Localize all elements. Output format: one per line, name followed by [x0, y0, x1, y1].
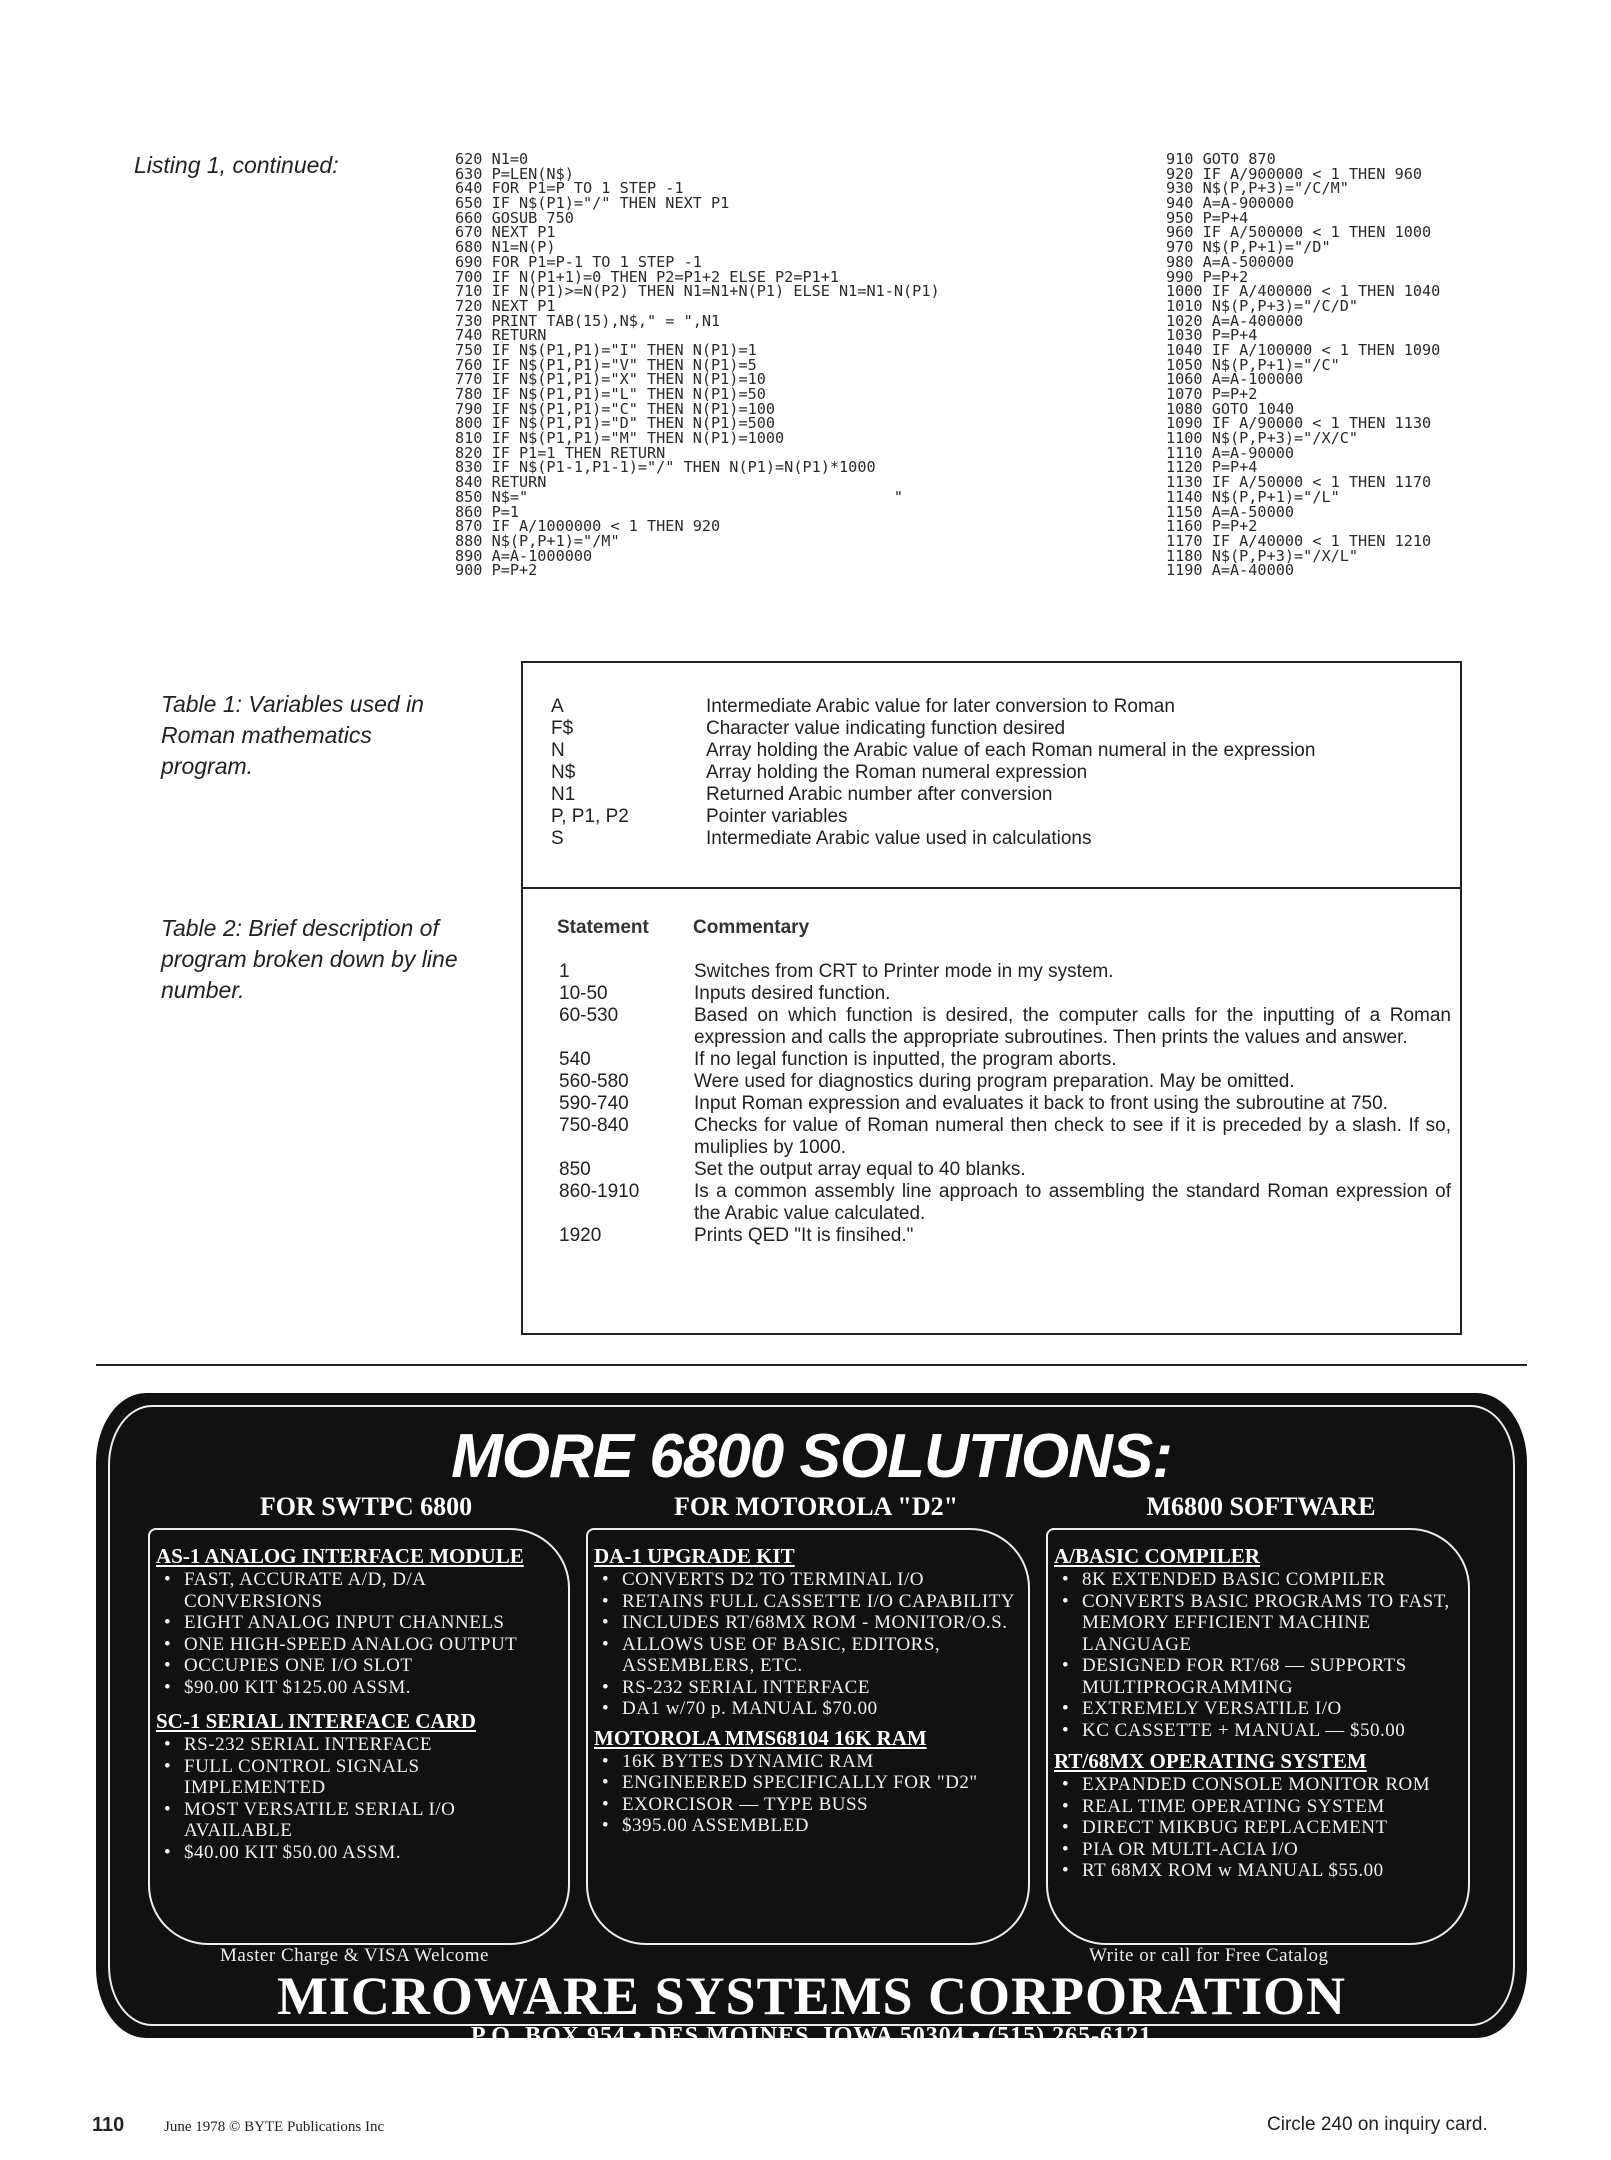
product-feature: • FAST, ACCURATE A/D, D/A CONVERSIONS	[156, 1569, 562, 1612]
table1-row	[551, 784, 1315, 806]
variable-description: Pointer variables	[706, 806, 848, 827]
inquiry-note: Circle 240 on inquiry card.	[1267, 2114, 1488, 2135]
statement-number: 540	[559, 1049, 591, 1070]
ad-column-header-swtpc: FOR SWTPC 6800	[259, 1492, 473, 1521]
product-feature: • DA1 w/70 p. MANUAL $70.00	[594, 1698, 1022, 1720]
product-features-rt68mx	[1054, 1774, 1462, 1882]
code-line: 1030 P=P+4	[1166, 326, 1258, 345]
code-line: 940 A=A-900000	[1166, 194, 1295, 213]
product-feature: • DESIGNED FOR RT/68 — SUPPORTS MULTIPROGRAMMING	[1054, 1655, 1462, 1698]
statement-commentary: Is a common assembly line approach to assembling the standard Roman expression of the Arabic value calculated.	[694, 1181, 1451, 1224]
table2-statements	[521, 887, 1462, 1335]
code-line: 870 IF A/1000000 < 1 THEN 920	[455, 517, 721, 536]
table1-row	[551, 806, 1315, 828]
code-line: 650 IF N$(P1)="/" THEN NEXT P1	[455, 194, 730, 213]
code-line: 780 IF N$(P1,P1)="L" THEN N(P1)=50	[455, 385, 766, 403]
code-line: 700 IF N(P1+1)=0 THEN P2=P1+2 ELSE P2=P1+1	[455, 267, 840, 286]
code-line: 640 FOR P1=P TO 1 STEP -1	[455, 179, 684, 198]
code-line: 950 P=P+4	[1166, 208, 1249, 227]
code-line: 820 IF P1=1 THEN RETURN	[455, 443, 666, 462]
ad-column-header-software: M6800 SOFTWARE	[1146, 1492, 1376, 1521]
statement-number: 850	[559, 1159, 591, 1180]
product-feature: • MOST VERSATILE SERIAL I/O AVAILABLE	[156, 1799, 562, 1842]
table2-header-statement: Statement	[557, 917, 649, 938]
product-feature: • CONVERTS BASIC PROGRAMS TO FAST, MEMORY EFFICIENT MACHINE LANGUAGE	[1054, 1591, 1462, 1656]
section-divider	[96, 1364, 1527, 1366]
statement-commentary: If no legal function is inputted, the program aborts.	[694, 1049, 1117, 1070]
variable-description: Intermediate Arabic value for later conversion to Roman	[706, 696, 1175, 717]
table1-variables	[521, 661, 1462, 889]
statement-commentary: Inputs desired function.	[694, 983, 891, 1004]
code-line: 720 NEXT P1	[455, 296, 556, 315]
code-line: 1050 N$(P,P+1)="/C"	[1166, 355, 1340, 374]
product-feature: • OCCUPIES ONE I/O SLOT	[156, 1655, 562, 1677]
product-title-mms68104: MOTOROLA MMS68104 16K RAM	[594, 1725, 927, 1750]
ad-box-swtpc	[148, 1528, 570, 1945]
statement-commentary: Prints QED "It is finsihed."	[694, 1225, 914, 1246]
code-line: 810 IF N$(P1,P1)="M" THEN N(P1)=1000	[455, 429, 785, 448]
product-feature: • DIRECT MIKBUG REPLACEMENT	[1054, 1817, 1462, 1839]
code-line: 840 RETURN	[455, 473, 547, 492]
product-feature: • ALLOWS USE OF BASIC, EDITORS, ASSEMBLERS, ETC.	[594, 1634, 1022, 1677]
variable-name: S	[551, 828, 564, 849]
code-line: 690 FOR P1=P-1 TO 1 STEP -1	[455, 252, 702, 271]
variable-name: N	[551, 740, 565, 761]
code-line: 1080 GOTO 1040	[1166, 399, 1295, 418]
table1-grid	[551, 696, 1315, 850]
variable-name: F$	[551, 718, 574, 739]
code-line: 880 N$(P,P+1)="/M"	[455, 531, 620, 550]
code-line: 1170 IF A/40000 < 1 THEN 1210	[1166, 531, 1432, 550]
table2-rows	[559, 961, 1451, 1247]
product-title-abasic: A/BASIC COMPILER	[1054, 1544, 1260, 1568]
code-line: 1090 IF A/90000 < 1 THEN 1130	[1166, 414, 1432, 433]
statement-commentary: Switches from CRT to Printer mode in my system.	[694, 961, 1114, 982]
company-name: MICROWARE SYSTEMS CORPORATION	[276, 1966, 1347, 2026]
statement-number: 60-530	[559, 1005, 619, 1026]
ad-box-motorola	[586, 1528, 1030, 1945]
page-number: 110	[92, 2114, 125, 2136]
statement-number: 1920	[559, 1225, 602, 1246]
ad-column-header-motorola: FOR MOTOROLA "D2"	[673, 1492, 959, 1521]
code-listing-column-1	[455, 152, 940, 578]
code-line: 630 P=LEN(N$)	[455, 164, 574, 183]
ad-box-software	[1046, 1528, 1470, 1945]
code-line: 750 IF N$(P1,P1)="I" THEN N(P1)=1	[455, 340, 757, 359]
issue-credit: June 1978 © BYTE Publications Inc	[164, 2119, 385, 2135]
variable-name: A	[551, 696, 564, 717]
product-feature: • RS-232 SERIAL INTERFACE	[594, 1677, 1022, 1699]
table2-row	[559, 1225, 1451, 1247]
code-line: 710 IF N(P1)>=N(P2) THEN N1=N1+N(P1) ELSE N1=N1-N(P1)	[455, 282, 940, 301]
product-feature: • 8K EXTENDED BASIC COMPILER	[1054, 1569, 1462, 1591]
product-features-abasic	[1054, 1569, 1462, 1741]
product-feature: • FULL CONTROL SIGNALS IMPLEMENTED	[156, 1756, 562, 1799]
code-line: 800 IF N$(P1,P1)="D" THEN N(P1)=500	[455, 414, 776, 433]
table2-row	[559, 1115, 1451, 1159]
table2-row	[559, 1181, 1451, 1225]
variable-description: Returned Arabic number after conversion	[706, 784, 1053, 805]
code-line: 930 N$(P,P+3)="/C/M"	[1166, 179, 1349, 198]
table1-row	[551, 740, 1315, 762]
code-line: 1000 IF A/400000 < 1 THEN 1040	[1166, 282, 1441, 301]
variable-name: N1	[551, 784, 576, 805]
code-line: 1140 N$(P,P+1)="/L"	[1166, 487, 1340, 506]
code-line: 990 P=P+2	[1166, 267, 1249, 286]
product-features-da1	[594, 1569, 1022, 1720]
product-feature: • $90.00 KIT $125.00 ASSM.	[156, 1677, 562, 1699]
product-feature: • REAL TIME OPERATING SYSTEM	[1054, 1796, 1462, 1818]
product-feature: • RS-232 SERIAL INTERFACE	[156, 1734, 562, 1756]
code-line: 960 IF A/500000 < 1 THEN 1000	[1166, 223, 1432, 242]
code-line: 920 IF A/900000 < 1 THEN 960	[1166, 164, 1423, 183]
statement-commentary: Input Roman expression and evaluates it back to front using the subroutine at 750.	[694, 1093, 1388, 1114]
code-line: 770 IF N$(P1,P1)="X" THEN N(P1)=10	[455, 370, 766, 389]
table1-row	[551, 762, 1315, 784]
table2-row	[559, 1093, 1451, 1115]
code-line: 760 IF N$(P1,P1)="V" THEN N(P1)=5	[455, 355, 757, 374]
statement-commentary: Based on which function is desired, the computer calls for the inputting of a Roman expression and calls the appropriate subroutines. Then prints the values and answer.	[694, 1005, 1451, 1048]
table2-row	[559, 961, 1451, 983]
code-line: 830 IF N$(P1-1,P1-1)="/" THEN N(P1)=N(P1)*1000	[455, 458, 876, 477]
variable-name: N$	[551, 762, 576, 783]
table2-row	[559, 1049, 1451, 1071]
product-feature: • KC CASSETTE + MANUAL — $50.00	[1054, 1720, 1462, 1742]
statement-commentary: Checks for value of Roman numeral then check to see if it is preceded by a slash. If so, muliplies by 1000.	[694, 1115, 1451, 1158]
table2-row	[559, 1005, 1451, 1049]
code-line: 910 GOTO 870	[1166, 150, 1276, 168]
ad-box-motorola-content	[588, 1530, 1028, 1837]
code-line: 1100 N$(P,P+3)="/X/C"	[1166, 429, 1359, 448]
code-line: 1190 A=A-40000	[1166, 561, 1295, 580]
code-line: 730 PRINT TAB(15),N$," = ",N1	[455, 311, 721, 330]
code-line: 1160 P=P+2	[1166, 517, 1258, 536]
ad-headline: MORE 6800 SOLUTIONS:	[451, 1422, 1172, 1491]
code-line: 740 RETURN	[455, 326, 547, 345]
table2-row	[559, 1159, 1451, 1181]
code-line: 890 A=A-1000000	[455, 546, 593, 565]
listing-caption: Listing 1, continued:	[134, 152, 339, 178]
code-listing-column-2	[1166, 152, 1440, 578]
code-line: 1150 A=A-50000	[1166, 502, 1295, 521]
statement-number: 590-740	[559, 1093, 629, 1114]
variable-name: P, P1, P2	[551, 806, 629, 827]
table1-caption: Table 1: Variables used in Roman mathematics program.	[161, 691, 424, 779]
product-title-sc1: SC-1 SERIAL INTERFACE CARD	[156, 1709, 476, 1733]
code-line: 620 N1=0	[455, 150, 529, 168]
company-address: P.O. BOX 954 • DES MOINES, IOWA 50304 • (515) 265-6121	[470, 2023, 1153, 2049]
statement-number: 750-840	[559, 1115, 629, 1136]
product-feature: • EXTREMELY VERSATILE I/O	[1054, 1698, 1462, 1720]
product-feature: • $40.00 KIT $50.00 ASSM.	[156, 1842, 562, 1864]
product-features-as1	[156, 1569, 562, 1698]
table1-row	[551, 718, 1315, 740]
code-line: 860 P=1	[455, 502, 520, 521]
catalog-note: Write or call for Free Catalog	[1089, 1945, 1329, 1966]
product-feature: • 16K BYTES DYNAMIC RAM	[594, 1751, 1022, 1773]
product-features-sc1	[156, 1734, 562, 1863]
product-feature: • EXPANDED CONSOLE MONITOR ROM	[1054, 1774, 1462, 1796]
product-title-rt68mx: RT/68MX OPERATING SYSTEM	[1054, 1749, 1367, 1773]
payment-note: Master Charge & VISA Welcome	[220, 1945, 489, 1966]
code-line: 980 A=A-500000	[1166, 252, 1295, 271]
table1-row	[551, 828, 1315, 850]
statement-number: 10-50	[559, 983, 608, 1004]
product-title-as1: AS-1 ANALOG INTERFACE MODULE	[156, 1544, 524, 1568]
product-features-mms68104	[594, 1751, 1022, 1837]
statement-commentary: Were used for diagnostics during program preparation. May be omitted.	[694, 1071, 1295, 1092]
statement-number: 560-580	[559, 1071, 629, 1092]
code-line: 1110 A=A-90000	[1166, 443, 1295, 462]
ad-box-swtpc-content	[150, 1530, 568, 1863]
statement-commentary: Set the output array equal to 40 blanks.	[694, 1159, 1026, 1180]
code-line: 1070 P=P+2	[1166, 385, 1258, 403]
product-feature: • EIGHT ANALOG INPUT CHANNELS	[156, 1612, 562, 1634]
code-line: 1180 N$(P,P+3)="/X/L"	[1166, 546, 1359, 565]
table2-header-commentary: Commentary	[693, 917, 810, 938]
code-line: 660 GOSUB 750	[455, 208, 574, 227]
code-line: 1020 A=A-400000	[1166, 311, 1304, 330]
product-feature: • PIA OR MULTI-ACIA I/O	[1054, 1839, 1462, 1861]
code-line: 1060 A=A-100000	[1166, 370, 1304, 389]
table2-caption: Table 2: Brief description of program broken down by line number.	[161, 915, 458, 1003]
statement-number: 1	[559, 961, 570, 982]
table2-row	[559, 983, 1451, 1005]
product-feature: • ENGINEERED SPECIFICALLY FOR "D2"	[594, 1772, 1022, 1794]
product-title-da1: DA-1 UPGRADE KIT	[594, 1544, 795, 1568]
product-feature: • INCLUDES RT/68MX ROM - MONITOR/O.S.	[594, 1612, 1022, 1634]
table2-row	[559, 1071, 1451, 1093]
code-line: 900 P=P+2	[455, 561, 538, 580]
code-line: 1010 N$(P,P+3)="/C/D"	[1166, 296, 1359, 315]
variable-description: Character value indicating function desired	[706, 718, 1066, 739]
code-line: 970 N$(P,P+1)="/D"	[1166, 238, 1331, 257]
product-feature: • CONVERTS D2 TO TERMINAL I/O	[594, 1569, 1022, 1591]
variable-description: Array holding the Roman numeral expression	[706, 762, 1088, 783]
code-line: 1040 IF A/100000 < 1 THEN 1090	[1166, 340, 1441, 359]
code-line: 1120 P=P+4	[1166, 458, 1258, 477]
variable-description: Array holding the Arabic value of each Roman numeral in the expression	[706, 740, 1316, 761]
product-feature: • RETAINS FULL CASSETTE I/O CAPABILITY	[594, 1591, 1022, 1613]
statement-number: 860-1910	[559, 1181, 640, 1202]
product-feature: • ONE HIGH-SPEED ANALOG OUTPUT	[156, 1634, 562, 1656]
product-feature: • $395.00 ASSEMBLED	[594, 1815, 1022, 1837]
table1-row	[551, 696, 1315, 718]
advertisement	[96, 1393, 1527, 2049]
variable-description: Intermediate Arabic value used in calculations	[706, 828, 1092, 849]
product-feature: • RT 68MX ROM w MANUAL $55.00	[1054, 1860, 1462, 1882]
code-line: 790 IF N$(P1,P1)="C" THEN N(P1)=100	[455, 399, 776, 418]
code-line: 1130 IF A/50000 < 1 THEN 1170	[1166, 473, 1432, 492]
code-line: 850 N$=" "	[455, 487, 904, 506]
code-line: 670 NEXT P1	[455, 223, 556, 242]
product-feature: • EXORCISOR — TYPE BUSS	[594, 1794, 1022, 1816]
ad-box-software-content	[1048, 1530, 1468, 1882]
code-line: 680 N1=N(P)	[455, 238, 556, 257]
